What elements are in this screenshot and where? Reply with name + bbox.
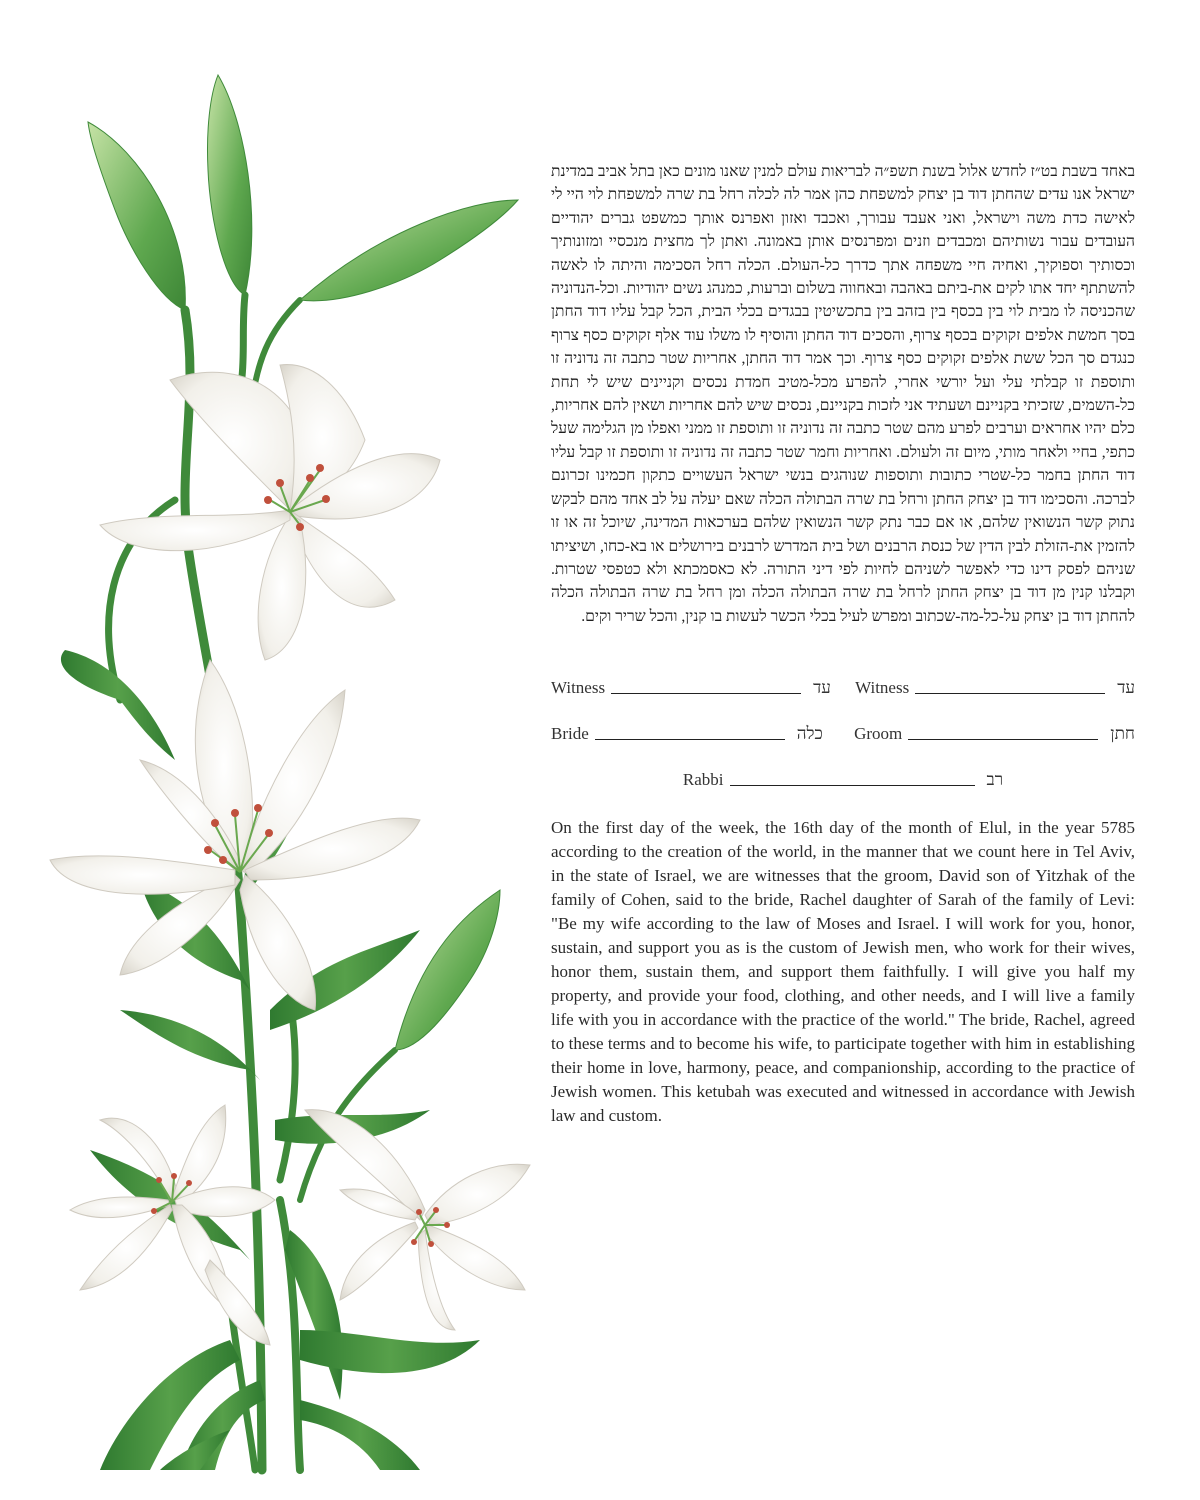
witness-1-signature xyxy=(551,678,831,698)
witness-1-signature-line[interactable] xyxy=(611,692,801,694)
leaves xyxy=(61,650,480,1470)
signature-block xyxy=(551,652,1135,790)
groom-signature xyxy=(854,724,1135,744)
ketubah-text-column xyxy=(551,160,1135,1128)
signature-row-witnesses xyxy=(551,652,1135,698)
witness-2-label-en: Witness xyxy=(855,678,910,698)
rabbi-label-he: רב xyxy=(986,770,1004,790)
lily-flower-lower-right xyxy=(305,1110,530,1330)
lily-flower-lower-left xyxy=(70,1105,275,1345)
witness-1-label-he: עד xyxy=(813,678,831,698)
groom-signature-line[interactable] xyxy=(908,738,1098,740)
groom-label-en: Groom xyxy=(854,724,903,744)
lily-flower-upper xyxy=(100,365,440,660)
witness-2-label-he: עד xyxy=(1117,678,1135,698)
bride-label-en: Bride xyxy=(551,724,589,744)
bud-2 xyxy=(207,75,251,295)
rabbi-signature xyxy=(683,770,1003,790)
lily-illustration xyxy=(0,0,560,1500)
witness-2-signature xyxy=(855,678,1135,698)
english-ketubah-text: On the first day of the week, the 16th day of the month of Elul, in the year 5785 according to the creation of the world, in the manner that we count here in Tel Aviv, in the state of Israel, we are witnesses that the groom, David son of Yitzhak of the family of Cohen, said to the bride, Rachel daughter of Sarah of the family of Levi: "Be my wife according to the law of Moses and Israel. I will work for you, honor, sustain, and support you as is the custom of Jewish men, who work for their wives, honor them, sustain them, and support them faithfully. I will give you half my property, and provide your food, clothing, and other needs, and I will live a family life with you in accordance with the practice of the world." The bride, Rachel, agreed to these terms and to become his wife, to participate together with him in establishing their home in love, harmony, peace, and companionship, according to the practice of Jewish women. This ketubah was executed and witnessed in accordance with Jewish law and custom. xyxy=(551,818,1135,1126)
signature-row-rabbi xyxy=(551,744,1135,790)
bride-label-he: כלה xyxy=(796,724,823,744)
bride-signature-line[interactable] xyxy=(595,738,785,740)
bud-3 xyxy=(300,200,518,301)
signature-row-couple xyxy=(551,698,1135,744)
rabbi-signature-line[interactable] xyxy=(730,784,975,786)
bride-signature xyxy=(551,724,823,744)
bud-4 xyxy=(395,890,500,1050)
rabbi-label-en: Rabbi xyxy=(682,770,724,790)
bud-1 xyxy=(88,122,185,310)
witness-1-label-en: Witness xyxy=(551,678,606,698)
hebrew-ketubah-text: באחד בשבת בט״ז לחדש אלול בשנת תשפ״ה לבריאות עולם למנין שאנו מונים כאן בתל אביב במדינת ישראל אנו עדים שהחתן דוד בן יצחק למשפחת כהן אמר לה לכלה רחל בת שרה למשפחת לוי היי לי לאישה כדת משה וישראל, ואני אעבד עבורך, ואכבד ואזון ואפרנס אותך כמשפט גברים יהודיים העובדים עבור נשותיהם ומכבדים וזנים ומפרנסים אותן באמונה. ואתן לך מחצית מנכסיי ומזונותיך וכסותיך וספוקיך, ואחיה חיי משפחה אתך כדרך כל-העולם. הכלה רחל הסכימה והיתה לו לאשה להשתתף יחד אתו לקים את-ביתם באהבה ובאחווה בשלום וברעות, כמנהג נשים יהודיות. וכל-הנדוניה שהכניסה לו מבית לוי בין בכסף בין בזהב בין בתכשיטין בבגדים בכלי הבית, הכל קבל עליו דוד החתן בסך חמשת אלפים זקוקים בכסף צרוף, והסכים דוד החתן והוסיף לו משלו עוד אלף זקוקים כסף צרוף כנגדם סך הכל ששת אלפים זקוקים כסף צרוף. וכך אמר דוד החתן, אחריות שטר כתבה זה נדוניה זו ותוספת זו קבלתי עלי ועל יורשי אחרי, להפרע מכל-מטיב חמדת נכסים וקניינים שיש לי תחת כל-השמים, שזכיתי בקניינם ושעתיד אני לזכות בקניינם, נכסים שיש להם אחריות ושאין להם אחריות, כלם יהיו אחראים וערבים לפרע מהם שטר כתבה זה נדוניה זו ותוספת זו ממני ואפלו מן הגלימה שעל כתפי, בחיי ולאחר מותי, מיום זה ולעולם. ואחריות וחמר שטר כתבה זה נדוניה זו ותוספת זו קבל עליו דוד החתן בחמר כל-שטרי כתובות ותוספות שנוהגים בנשי ישראל העשויים כתקון חכמינו זכרונם לברכה. והסכימו דוד בן יצחק החתן ורחל בת שרה הבתולה הכלה שאם יעלה על לב אחד מהם לבקש נתוק קשר הנשואין שלהם, או אם כבר נתק קשר הנשואין שלהם בערכאות המדינה, שיוכל זה או זו להזמין את-הזולת לבין הדין של כנסת הרבנים ושל בית המדרש לרבנים בירושלים או בא-כחו, ושיציתו שניהם לפסק דינו כדי לאפשר לשניהם לחיות לפי דיני התורה. לא כאסמכתא ולא כטפסי שטרות. וקבלנו קנין מן דוד בן יצחק החתן לרחל בת שרה הבתולה הכלה ומן רחל בת שרה הבתולה הכלה להחתן דוד בן יצחק על-כל-מה-שכתוב ומפרש לעיל בכלי הכשר לעשות בו קנין, והכל שריר וקים. xyxy=(551,163,1135,625)
groom-label-he: חתן xyxy=(1110,724,1135,744)
witness-2-signature-line[interactable] xyxy=(915,692,1105,694)
